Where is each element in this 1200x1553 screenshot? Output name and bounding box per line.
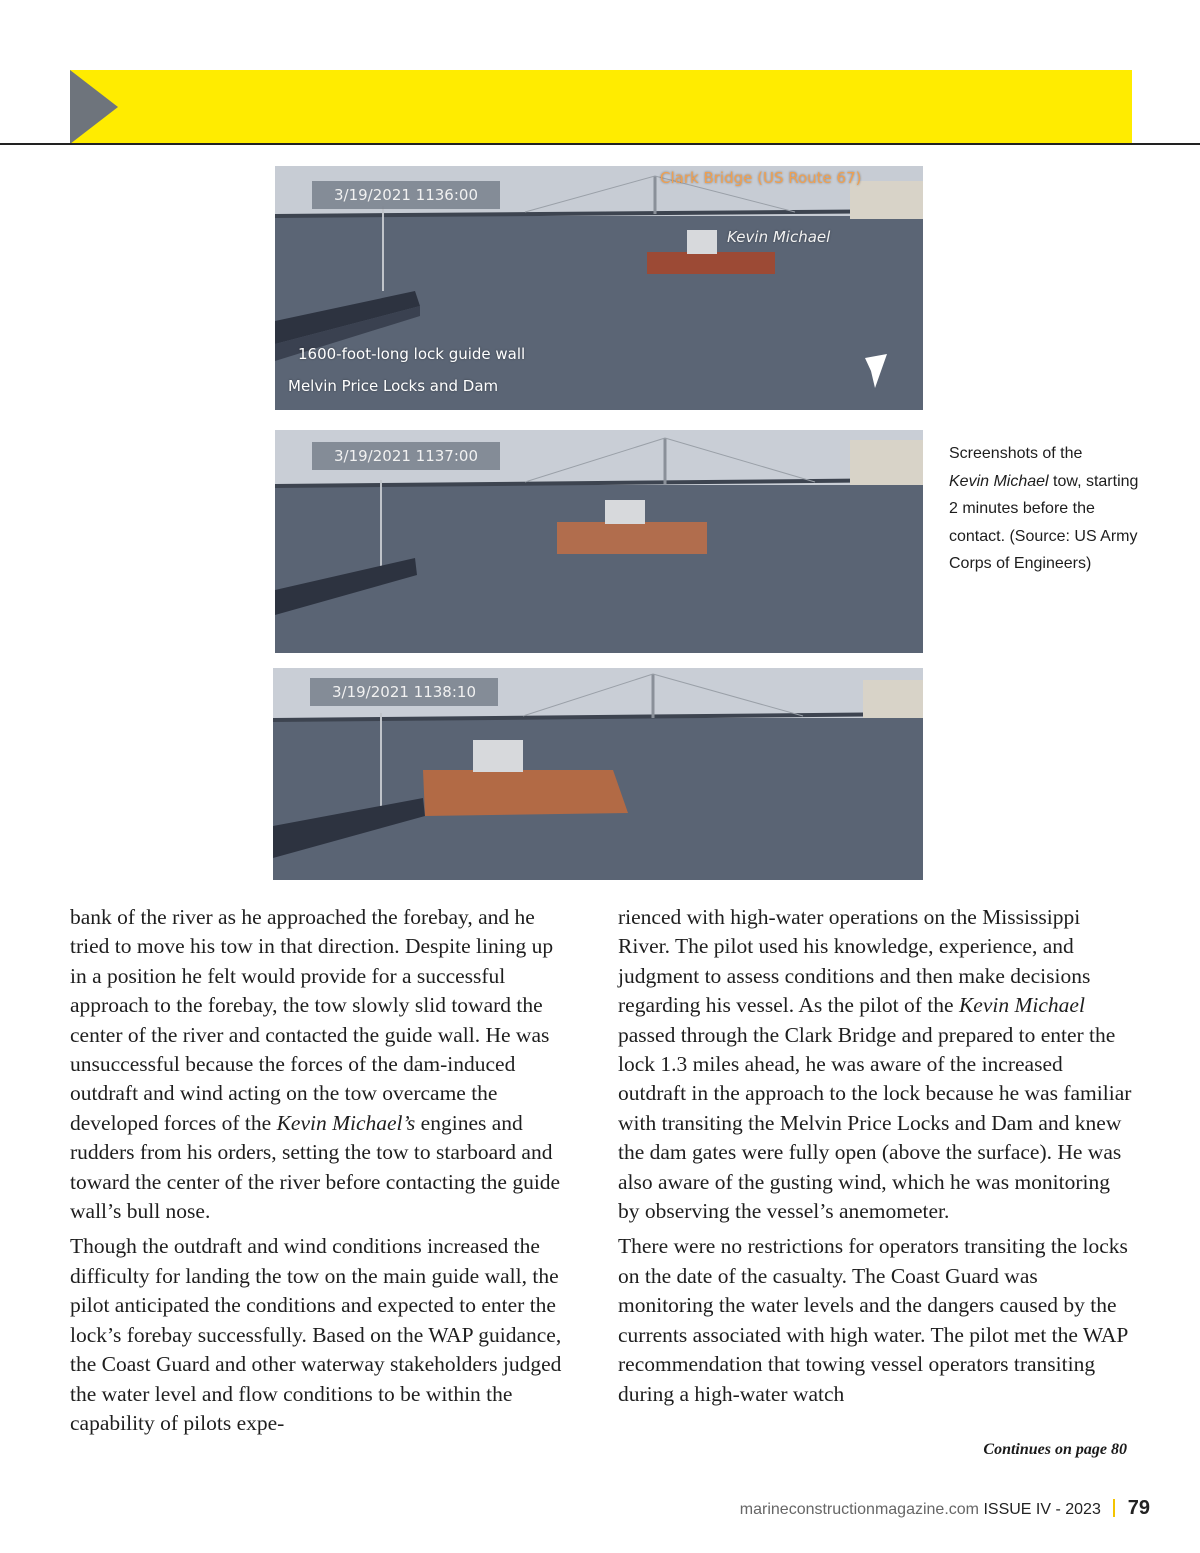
paragraph	[618, 903, 1133, 1226]
caption-vessel-name: Kevin Michael	[949, 472, 1049, 490]
header-banner	[70, 70, 1132, 144]
body-column-left	[70, 903, 575, 1444]
paragraph: There were no restrictions for operators transiting the locks on the date of the casualty. The Coast Guard was monitoring the water levels and the dangers caused by the currents associated with high water. The pilot met the WAP recommendation that towing vessel operators transiting during a high-water watch	[618, 1234, 1128, 1406]
text-run: rienced with high-water operations on the Mississippi River. The pilot used his knowledge, experience, and judgment to assess conditions and then make decisions regarding his vessel. As the pilot of the	[618, 905, 1091, 1018]
bridge-label: Clark Bridge (US Route 67)	[660, 169, 862, 187]
issue-label: ISSUE IV - 2023	[983, 1501, 1101, 1518]
caption-line1: Screenshots of the	[949, 445, 1083, 462]
paragraph: Though the outdraft and wind conditions increased the difficulty for landing the tow on the main guide wall, the pilot anticipated the conditions and expected to enter the lock’s forebay successfully. Based on the WAP guidance, the Coast Guard and other waterway stakeholders judged the water level and flow conditions to be within the capability of pilots expe-	[70, 1234, 562, 1435]
vessel-name: Kevin Michael	[958, 993, 1085, 1018]
page-footer	[600, 1497, 1150, 1520]
caption-rest: tow, starting 2 minutes before the contact. (Source: US Army Corps of Engineers)	[949, 472, 1139, 572]
dam-label: Melvin Price Locks and Dam	[288, 377, 499, 395]
guide-wall-label: 1600-foot-long lock guide wall	[298, 345, 526, 363]
paragraph	[70, 903, 575, 1226]
timestamp-badge: 3/19/2021 1137:00	[312, 442, 500, 470]
text-run: bank of the river as he approached the forebay, and he tried to move his tow in that direction. Despite lining up in a position he felt would provide for a successful approach to the forebay, the tow slowly slid toward the center of the river and contacted the guide wall. He was unsuccessful because the forces of the dam-induced outdraft and wind acting on the tow overcame the developed forces of the	[70, 905, 554, 1135]
header-rule	[0, 143, 1200, 145]
photo-113810	[273, 668, 923, 880]
body-column-right	[618, 903, 1133, 1415]
timestamp-badge: 3/19/2021 1138:10	[310, 678, 498, 706]
photo-1137	[275, 430, 923, 653]
footer-separator	[1113, 1499, 1115, 1517]
text-run: passed through the Clark Bridge and prepared to enter the lock 1.3 miles ahead, he was aware of the increased outdraft in the approach to the lock because he was familiar with transiting the Melvin Price Locks and Dam and knew the dam gates were fully open (above the surface). He was also aware of the gusting wind, which he was monitoring by observing the vessel’s anemometer.	[618, 1022, 1132, 1224]
vessel-name: Kevin Michael’s	[276, 1110, 416, 1135]
timestamp-badge: 3/19/2021 1136:00	[312, 181, 500, 209]
continues-note[interactable]: Continues on page 80	[983, 1441, 1127, 1458]
banner-arrow-icon	[70, 70, 118, 144]
photo-1136	[275, 166, 923, 410]
site-url[interactable]: marineconstructionmagazine.com	[739, 1501, 979, 1518]
text-run: engines and rudders from his orders, setting the tow to starboard and toward the center of the river before contacting the guide wall’s bull nose.	[70, 1110, 561, 1224]
photo-caption	[949, 440, 1149, 578]
vessel-label: Kevin Michael	[727, 228, 831, 246]
margin-tick	[0, 143, 6, 145]
page-number: 79	[1127, 1497, 1150, 1519]
